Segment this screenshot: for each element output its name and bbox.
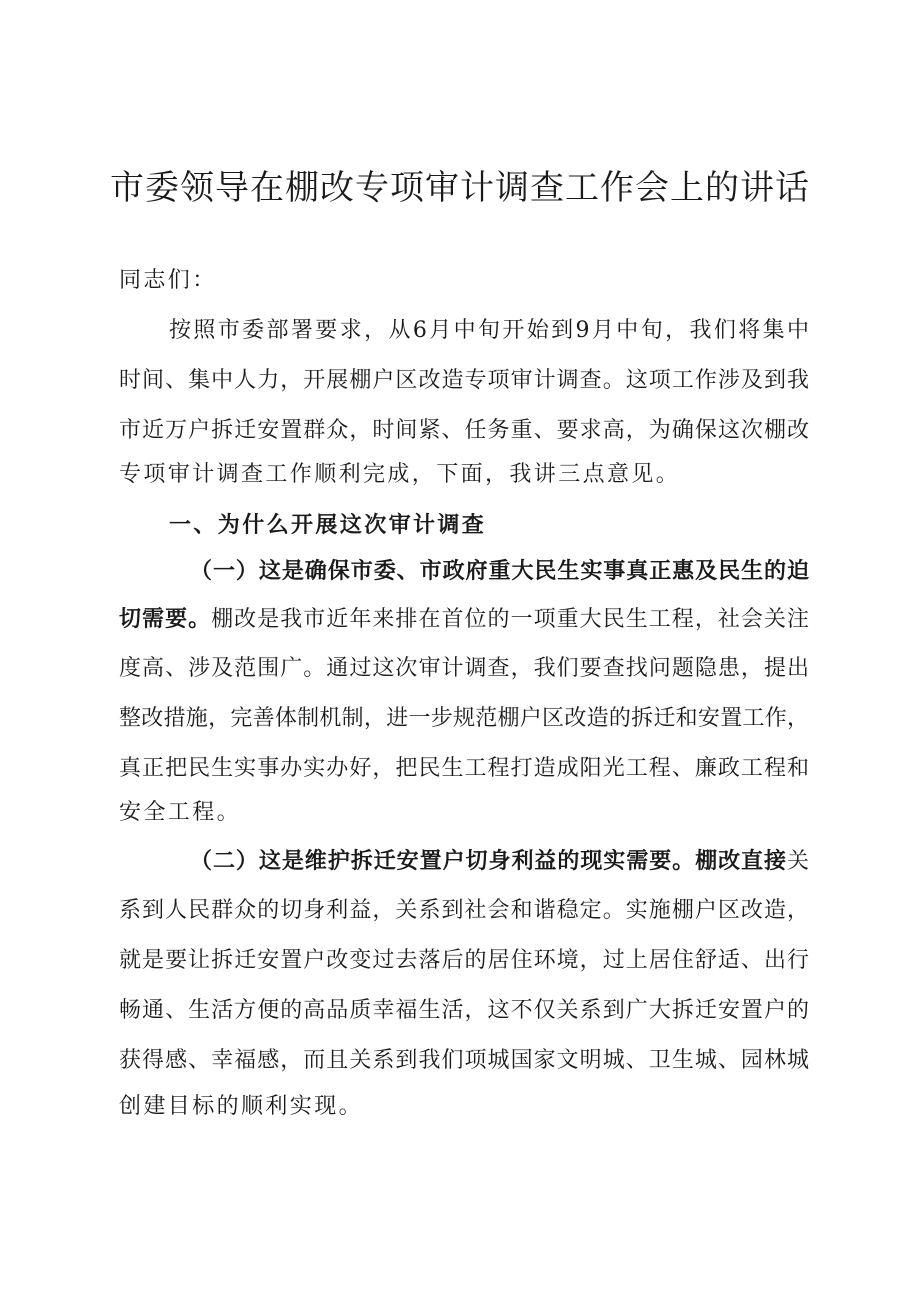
- point-2-line-5: 创建目标的顺利实现。: [119, 1094, 364, 1119]
- section-1-heading: 一、为什么开展这次审计调查: [169, 512, 487, 538]
- point-2-line-2: 就是要让拆迁安置户改变过去落后的居住环境，过上居住舒适、出行: [119, 948, 809, 973]
- point-2-heading-rest: 关: [786, 849, 809, 874]
- point-2-heading: （二）这是维护拆迁安置户切身利益的现实需要。棚改直接: [190, 848, 787, 874]
- point-1-text: 棚改是我市近年来排在首位的一项重大民生工程，社会关注: [211, 607, 809, 632]
- point-1-heading-end: 切需要。: [119, 606, 212, 632]
- point-1-line-4: 真正把民生实事办实办好，把民生工程打造成阳光工程、廉政工程和: [119, 756, 809, 781]
- point-1-line-1: [119, 604, 809, 635]
- point-2-line-1: 系到人民群众的切身利益，关系到社会和谐稳定。实施棚户区改造，: [119, 898, 809, 923]
- intro-line-3: 市近万户拆迁安置群众，时间紧、任务重、要求高，为确保这次棚改: [119, 418, 809, 443]
- document-title: 市委领导在棚改专项审计调查工作会上的讲话: [110, 168, 810, 208]
- point-1-heading: （一）这是确保市委、市政府重大民生实事真正惠及民生的迫: [190, 558, 809, 584]
- point-2-line-4: 获得感、幸福感，而且关系到我们项城国家文明城、卫生城、园林城: [119, 1048, 809, 1073]
- salutation: 同志们：: [119, 268, 217, 293]
- intro-line-4: 专项审计调查工作顺利完成，下面，我讲三点意见。: [119, 462, 681, 487]
- point-1-line-5: 安全工程。: [119, 800, 242, 825]
- intro-line-1: 按照市委部署要求，从6月中旬开始到9月中旬，我们将集中: [169, 318, 809, 343]
- point-1-line-2: 度高、涉及范围广。通过这次审计调查，我们要查找问题隐患，提出: [119, 656, 809, 681]
- point-2-line-3: 畅通、生活方便的高品质幸福生活，这不仅关系到广大拆迁安置户的: [119, 998, 809, 1023]
- point-1-line-3: 整改措施，完善体制机制，进一步规范棚户区改造的拆迁和安置工作，: [119, 706, 809, 731]
- point-2-heading-line: [190, 846, 809, 877]
- intro-line-2: 时间、集中人力，开展棚户区改造专项审计调查。这项工作涉及到我: [119, 368, 809, 393]
